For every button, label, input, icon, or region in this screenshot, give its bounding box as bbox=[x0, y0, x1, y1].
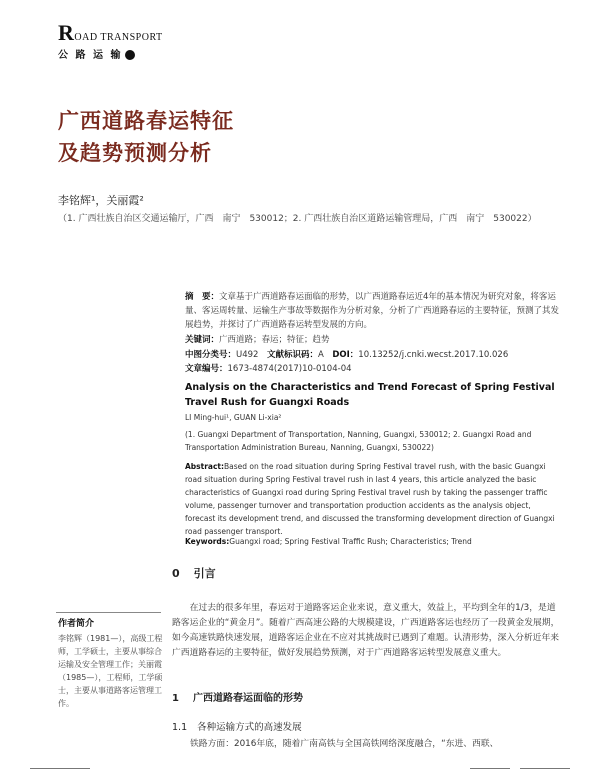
abstract-label: 摘 要： bbox=[185, 292, 220, 302]
article-title-line2: 及趋势预测分析 bbox=[58, 141, 212, 165]
affiliation: （1. 广西壮族自治区交通运输厅，广西 南宁 530012；2. 广西壮族自治区道路运输管理局，广西 南宁 530022） bbox=[58, 214, 537, 224]
page-bottom-rule bbox=[0, 768, 600, 770]
section-1-1-paragraph: 铁路方面：2016年底，随着广南高铁与全国高铁网络深度融合，“东进、西联、 bbox=[190, 739, 499, 749]
classification-line: 中图分类号：U492 文献标识码：A DOI：10.13252/j.cnki.wecst.2017.10.026 bbox=[185, 350, 509, 360]
journal-name-english: ROAD TRANSPORT bbox=[58, 20, 163, 45]
english-title: Analysis on the Characteristics and Trend Forecast of Spring Festival Travel Rush for Guangxi Roads bbox=[185, 382, 555, 408]
bio-divider bbox=[56, 612, 161, 613]
journal-name-chinese: 公 路 运 输 bbox=[58, 46, 178, 61]
section-1-1-heading: 1.1 各种运输方式的高速发展 bbox=[172, 722, 302, 733]
article-number-line: 文章编号：1673-4874(2017)10-0104-04 bbox=[185, 364, 352, 374]
abstract-chinese bbox=[185, 290, 560, 332]
authors: 李铭辉¹，关丽霞² bbox=[58, 194, 144, 207]
journal-emblem-icon bbox=[125, 50, 135, 60]
doi-value: 10.13252/j.cnki.wecst.2017.10.026 bbox=[358, 350, 509, 360]
english-affiliation: (1. Guangxi Department of Transportation, Nanning, Guangxi, 530012; 2. Guangxi Road and Transportation Administration Bureau, Nanning, Guangxi, 530022) bbox=[185, 430, 532, 452]
english-keywords: Keywords:Guangxi road; Spring Festival Traffic Rush; Characteristics; Trend bbox=[185, 537, 472, 546]
english-abstract: Abstract:Based on the road situation during Spring Festival travel rush, with the basic Guangxi road situation during Spring Festival travel rush in last 4 years, this article analyzed the basic characteristics of Guangxi road during Spring Festival travel rush by taking the passenger traffic volume, passenger turnover and transportation production accidents as the analysis object, forecast its development trend, and discussed the transforming development direction of Guangxi road passenger transport. bbox=[185, 462, 555, 536]
keywords-label: 关键词： bbox=[185, 335, 220, 345]
author-bio-heading: 作者简介 bbox=[58, 619, 95, 629]
intro-paragraph: 在过去的很多年里，春运对于道路客运企业来说，意义重大，效益上，平均到全年的1/3，是道路客运企业的“黄金月”。随着广西高速公路的大规模建设，广西道路客运也经历了一段黄金发展期，如今高速铁路快速发展，道路客运企业在不应对其挑战时已遇到了难题。认清形势，深入分析近年来广西道路春运的主要特征，做好发展趋势预测，对于广西道路客运转型发展意义重大。 bbox=[172, 603, 560, 658]
keywords-chinese bbox=[185, 333, 560, 347]
keywords-text: 广西道路；春运；特征；趋势 bbox=[219, 335, 330, 345]
author-bio-text: 李铭辉（1981—），高级工程师，工学硕士，主要从事综合运输及安全管理工作；关丽霞（1985—），工程师，工学硕士，主要从事道路客运管理工作。 bbox=[58, 634, 163, 708]
journal-logo bbox=[58, 20, 178, 62]
abstract-text: 文章基于广西道路春运面临的形势，以广西道路春运近4年的基本情况为研究对象，将客运量、客运周转量、运输生产事故等数据作为分析对象，分析了广西道路春运的主要特征，预测了其发展趋势，并探讨了广西道路春运转型发展的方向。 bbox=[185, 292, 560, 330]
article-title-line1: 广西道路春运特征 bbox=[58, 109, 234, 133]
section-0-heading: 0 引言 bbox=[172, 567, 216, 580]
english-authors: LI Ming-hui¹, GUAN Li-xia² bbox=[185, 413, 282, 422]
section-1-heading: 1 广西道路春运面临的形势 bbox=[172, 693, 303, 704]
